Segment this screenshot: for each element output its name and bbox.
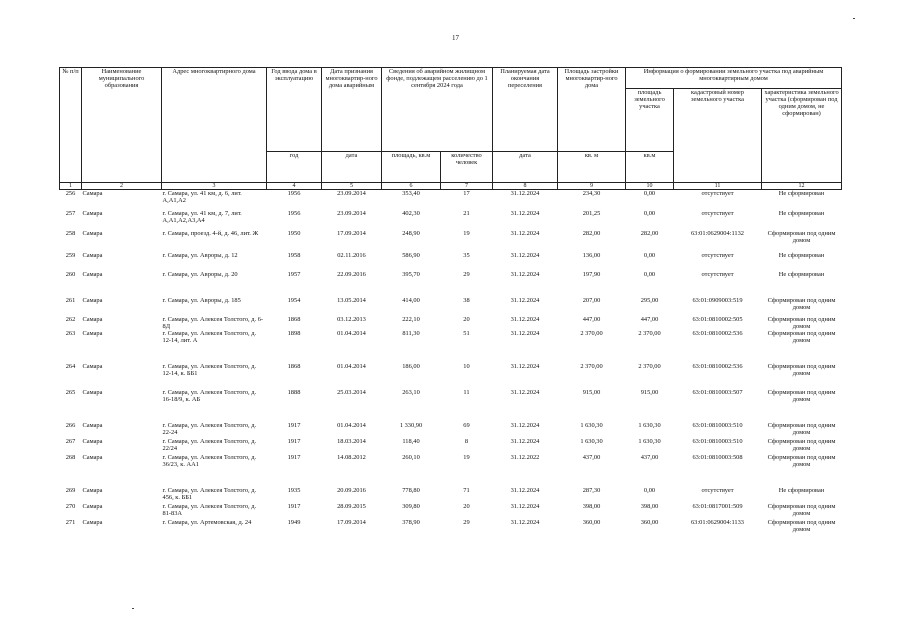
area-cell: 414,00	[402, 297, 420, 304]
planned-date-cell: 31.12.2024	[510, 252, 540, 259]
people-cell: 17	[463, 190, 470, 197]
area-cell: 260,10	[402, 454, 420, 461]
area-cell: 811,30	[402, 330, 420, 337]
col-recognized-header: Дата признания многоквартир-ного дома аварийным	[322, 68, 382, 152]
planned-date-cell: 31.12.2024	[510, 487, 540, 494]
municipality-cell: Самара	[82, 422, 103, 429]
row-number: 268	[65, 454, 76, 461]
unit-date: дата	[322, 152, 382, 183]
land-area-cell: 915,00	[640, 389, 659, 396]
year-cell: 1898	[287, 330, 301, 337]
people-cell: 69	[463, 422, 470, 429]
row-number: 261	[65, 297, 76, 304]
people-cell: 51	[463, 330, 470, 337]
row-number: 263	[65, 330, 76, 337]
year-cell: 1956	[287, 190, 301, 197]
address-cell: г. Самара, ул. Авроры, д. 20	[162, 271, 238, 278]
recognized-date-cell: 14.08.2012	[337, 454, 366, 461]
year-cell: 1868	[287, 363, 301, 370]
municipality-cell: Самара	[82, 210, 103, 217]
characteristic-cell: Не сформирован	[778, 190, 825, 197]
table-body	[60, 190, 842, 536]
recognized-date-cell: 28.09.2015	[337, 503, 366, 510]
col-area-header: Площадь застройки многоквартир-ного дома	[558, 68, 626, 152]
scan-speck	[853, 18, 855, 19]
row-number: 256	[65, 190, 76, 197]
building-area-cell: 282,00	[582, 230, 601, 237]
municipality-cell: Самара	[82, 230, 103, 237]
table-row	[60, 389, 842, 422]
column-number: 1	[60, 183, 82, 190]
table-row	[60, 230, 842, 252]
building-area-cell: 287,30	[582, 487, 601, 494]
characteristic-cell: Сформирован под одним домом	[767, 297, 836, 311]
characteristic-cell: Не сформирован	[778, 210, 825, 217]
land-area-cell: 295,00	[640, 297, 659, 304]
planned-date-cell: 31.12.2024	[510, 519, 540, 526]
column-number: 8	[493, 183, 558, 190]
building-area-cell: 201,25	[582, 210, 601, 217]
address-cell: г. Самара, ул. Алексея Толстого, д. 81-83А	[162, 503, 257, 517]
year-cell: 1888	[287, 389, 301, 396]
municipality-cell: Самара	[82, 503, 103, 510]
people-cell: 21	[463, 210, 470, 217]
land-area-cell: 0,00	[643, 210, 656, 217]
address-cell: г. Самара, ул. Алексея Толстого, д. 22-24	[162, 422, 257, 436]
row-number: 258	[65, 230, 76, 237]
municipality-cell: Самара	[82, 271, 103, 278]
unit-people: количество человек	[441, 152, 493, 183]
building-area-cell: 197,90	[582, 271, 601, 278]
characteristic-cell: Сформирован под одним домом	[767, 422, 836, 436]
characteristic-cell: Сформирован под одним домом	[767, 503, 836, 517]
cadastral-cell: 63:01:0810002:536	[692, 363, 743, 370]
recognized-date-cell: 02.11.2016	[337, 252, 366, 259]
area-cell: 309,80	[402, 503, 420, 510]
land-area-cell: 1 630,30	[638, 438, 661, 445]
year-cell: 1954	[287, 297, 301, 304]
address-cell: г. Самара, ул. Авроры, д. 185	[162, 297, 241, 304]
col-address-header: Адрес многоквартирного дома	[162, 68, 267, 183]
municipality-cell: Самара	[82, 363, 103, 370]
address-cell: г. Самара, ул. Артемовская, д. 24	[162, 519, 252, 526]
characteristic-cell: Сформирован под одним домом	[767, 389, 836, 403]
building-area-cell: 234,30	[582, 190, 601, 197]
people-cell: 71	[463, 487, 470, 494]
column-number: 5	[322, 183, 382, 190]
people-cell: 20	[463, 316, 470, 323]
year-cell: 1957	[287, 271, 301, 278]
year-cell: 1917	[287, 454, 301, 461]
table-row	[60, 330, 842, 363]
land-area-cell: 0,00	[643, 271, 656, 278]
row-number: 270	[65, 503, 76, 510]
cadastral-cell: 63:01:0810002:505	[692, 316, 743, 323]
column-number: 3	[162, 183, 267, 190]
building-area-cell: 398,00	[582, 503, 601, 510]
column-number: 10	[626, 183, 674, 190]
characteristic-cell: Сформирован под одним домом	[767, 330, 836, 344]
address-cell: г. Самара, проезд. 4-й, д. 46, лит. Ж	[162, 230, 259, 237]
people-cell: 29	[463, 271, 470, 278]
unit-area: площадь, кв.м	[382, 152, 441, 183]
area-cell: 378,90	[402, 519, 420, 526]
cadastral-cell: отсутствует	[701, 190, 734, 197]
recognized-date-cell: 23.09.2014	[337, 210, 366, 217]
area-cell: 395,70	[402, 271, 420, 278]
table-row	[60, 252, 842, 271]
table-row	[60, 297, 842, 316]
land-area-cell: 1 630,30	[638, 422, 661, 429]
column-number: 9	[558, 183, 626, 190]
recognized-date-cell: 18.03.2014	[337, 438, 366, 445]
year-cell: 1917	[287, 503, 301, 510]
col-characteristic-header: характеристика земельного участка (сформирован под одним домом, не сформирован)	[762, 89, 842, 183]
municipality-cell: Самара	[82, 519, 103, 526]
recognized-date-cell: 01.04.2014	[337, 363, 366, 370]
address-cell: г. Самара, ул. Алексея Толстого, д. 22/24	[162, 438, 257, 452]
planned-date-cell: 31.12.2024	[510, 230, 540, 237]
address-cell: г. Самара, ул. Алексея Толстого, д. 12-14, к. ББ1	[162, 363, 257, 377]
row-number: 271	[65, 519, 76, 526]
row-number: 257	[65, 210, 76, 217]
row-number: 264	[65, 363, 76, 370]
planned-date-cell: 31.12.2024	[510, 297, 540, 304]
address-cell: г. Самара, ул. Авроры, д. 12	[162, 252, 238, 259]
cadastral-cell: 63:01:0810003:510	[692, 422, 743, 429]
table-row	[60, 210, 842, 230]
people-cell: 19	[463, 454, 470, 461]
cadastral-cell: 63:01:0909003:519	[692, 297, 743, 304]
area-cell: 402,30	[402, 210, 420, 217]
planned-date-cell: 31.12.2024	[510, 210, 540, 217]
cadastral-cell: 63:01:0810003:507	[692, 389, 743, 396]
land-area-cell: 0,00	[643, 487, 656, 494]
year-cell: 1956	[287, 210, 301, 217]
land-area-cell: 0,00	[643, 252, 656, 259]
recognized-date-cell: 01.04.2014	[337, 422, 366, 429]
area-cell: 263,10	[402, 389, 420, 396]
municipality-cell: Самара	[82, 252, 103, 259]
table-row	[60, 487, 842, 503]
land-area-cell: 2 370,00	[638, 330, 661, 337]
col-land-area-header: площадь земельного участка	[626, 89, 674, 152]
land-area-cell: 447,00	[640, 316, 659, 323]
recognized-date-cell: 13.05.2014	[337, 297, 366, 304]
cadastral-cell: отсутствует	[701, 252, 734, 259]
people-cell: 38	[463, 297, 470, 304]
col-cadastral-header: кадастровый номер земельного участка	[674, 89, 762, 183]
address-cell: г. Самара, ул. Алексея Толстого, д. 12-14, лит. А	[162, 330, 257, 344]
area-cell: 222,10	[402, 316, 420, 323]
planned-date-cell: 31.12.2024	[510, 316, 540, 323]
table-row	[60, 519, 842, 535]
scan-speck	[132, 608, 134, 609]
building-area-cell: 136,00	[582, 252, 601, 259]
characteristic-cell: Не сформирован	[778, 487, 825, 494]
characteristic-cell: Сформирован под одним домом	[767, 363, 836, 377]
page-number: 17	[452, 34, 459, 42]
land-area-cell: 398,00	[640, 503, 659, 510]
column-number: 11	[674, 183, 762, 190]
building-area-cell: 447,00	[582, 316, 601, 323]
table-row	[60, 190, 842, 211]
municipality-cell: Самара	[82, 330, 103, 337]
col-info-header: Сведения об аварийном жилищном фонде, подлежащем расселению до 1 сентября 2024 года	[382, 68, 493, 152]
table-row	[60, 363, 842, 389]
building-area-cell: 1 630,30	[580, 422, 603, 429]
column-number: 2	[82, 183, 162, 190]
column-number: 6	[382, 183, 441, 190]
row-number: 265	[65, 389, 76, 396]
row-number: 266	[65, 422, 76, 429]
row-number: 269	[65, 487, 76, 494]
characteristic-cell: Сформирован под одним домом	[767, 454, 836, 468]
area-cell: 1 330,90	[399, 422, 423, 429]
planned-date-cell: 31.12.2024	[510, 363, 540, 370]
municipality-cell: Самара	[82, 389, 103, 396]
row-number: 259	[65, 252, 76, 259]
people-cell: 19	[463, 230, 470, 237]
planned-date-cell: 31.12.2024	[510, 330, 540, 337]
building-area-cell: 207,00	[582, 297, 601, 304]
table-row	[60, 422, 842, 438]
planned-date-cell: 31.12.2024	[510, 271, 540, 278]
column-number: 12	[762, 183, 842, 190]
area-cell: 118,40	[402, 438, 420, 445]
characteristic-cell: Сформирован под одним домом	[767, 519, 836, 533]
year-cell: 1950	[287, 230, 301, 237]
characteristic-cell: Сформирован под одним домом	[767, 438, 836, 452]
land-area-cell: 0,00	[643, 190, 656, 197]
people-cell: 29	[463, 519, 470, 526]
address-cell: г. Самара, ул. Алексея Толстого, д. 6-8Д	[162, 316, 264, 330]
cadastral-cell: 63:01:0810003:510	[692, 438, 743, 445]
building-area-cell: 437,00	[582, 454, 601, 461]
col-land-info-header: Информация о формировании земельного участка под аварийным многоквартирным домом	[626, 68, 842, 89]
municipality-cell: Самара	[82, 297, 103, 304]
unit-sqm: кв. м	[558, 152, 626, 183]
col-municipality-header: Наименование муниципального образования	[82, 68, 162, 183]
row-number: 262	[65, 316, 76, 323]
column-number: 7	[441, 183, 493, 190]
building-area-cell: 360,00	[582, 519, 601, 526]
planned-date-cell: 31.12.2024	[510, 438, 540, 445]
planned-date-cell: 31.12.2024	[510, 503, 540, 510]
municipality-cell: Самара	[82, 316, 103, 323]
unit-date2: дата	[493, 152, 558, 183]
building-area-cell: 2 370,00	[580, 330, 603, 337]
cadastral-cell: 63:01:0629004:1133	[690, 519, 745, 526]
row-number: 267	[65, 438, 76, 445]
address-cell: г. Самара, ул. Алексея Толстого, д. 36/23, к. АА1	[162, 454, 257, 468]
land-area-cell: 437,00	[640, 454, 659, 461]
year-cell: 1917	[287, 438, 301, 445]
col-year-header: Год ввода дома в эксплуатацию	[267, 68, 322, 152]
col-num-header: № п/п	[60, 68, 82, 183]
recognized-date-cell: 01.04.2014	[337, 330, 366, 337]
address-cell: г. Самара, ул. 41 км, д. 7, лит. А,А1,А2,А3,А4	[162, 210, 242, 224]
municipality-cell: Самара	[82, 190, 103, 197]
characteristic-cell: Сформирован под одним домом	[767, 316, 836, 330]
address-cell: г. Самара, ул. Алексея Толстого, д. 456, к. ББ1	[162, 487, 257, 501]
area-cell: 586,90	[402, 252, 420, 259]
col-planned-header: Планируемая дата окончания переселения	[493, 68, 558, 152]
municipality-cell: Самара	[82, 438, 103, 445]
table-row	[60, 316, 842, 330]
recognized-date-cell: 25.03.2014	[337, 389, 366, 396]
recognized-date-cell: 03.12.2013	[337, 316, 366, 323]
year-cell: 1958	[287, 252, 301, 259]
recognized-date-cell: 22.09.2016	[337, 271, 366, 278]
table-row	[60, 271, 842, 297]
cadastral-cell: отсутствует	[701, 271, 734, 278]
land-area-cell: 282,00	[640, 230, 659, 237]
characteristic-cell: Сформирован под одним домом	[767, 230, 836, 244]
people-cell: 10	[463, 363, 470, 370]
cadastral-cell: 63:01:0810002:536	[692, 330, 743, 337]
emergency-housing-table	[59, 67, 842, 535]
cadastral-cell: 63:01:0629004:1132	[690, 230, 745, 237]
area-cell: 778,80	[402, 487, 420, 494]
year-cell: 1868	[287, 316, 301, 323]
cadastral-cell: 63:01:0817001:509	[692, 503, 743, 510]
land-area-cell: 360,00	[640, 519, 659, 526]
address-cell: г. Самара, ул. 41 км, д. 6, лит. А,А1,А2	[162, 190, 242, 204]
unit-sqm2: кв.м	[626, 152, 674, 183]
column-number: 4	[267, 183, 322, 190]
building-area-cell: 1 630,30	[580, 438, 603, 445]
municipality-cell: Самара	[82, 454, 103, 461]
planned-date-cell: 31.12.2024	[510, 389, 540, 396]
building-area-cell: 2 370,00	[580, 363, 603, 370]
characteristic-cell: Не сформирован	[778, 252, 825, 259]
land-area-cell: 2 370,00	[638, 363, 661, 370]
planned-date-cell: 31.12.2022	[510, 454, 540, 461]
year-cell: 1935	[287, 487, 301, 494]
recognized-date-cell: 17.09.2014	[337, 519, 366, 526]
year-cell: 1949	[287, 519, 301, 526]
address-cell: г. Самара, ул. Алексея Толстого, д. 16-18/9, к. АБ	[162, 389, 257, 403]
cadastral-cell: отсутствует	[701, 210, 734, 217]
table-row	[60, 503, 842, 519]
people-cell: 8	[464, 438, 469, 445]
planned-date-cell: 31.12.2024	[510, 190, 540, 197]
cadastral-cell: отсутствует	[701, 487, 734, 494]
people-cell: 35	[463, 252, 470, 259]
area-cell: 248,90	[402, 230, 420, 237]
year-cell: 1917	[287, 422, 301, 429]
municipality-cell: Самара	[82, 487, 103, 494]
table-row	[60, 438, 842, 454]
building-area-cell: 915,00	[582, 389, 601, 396]
people-cell: 11	[463, 389, 470, 396]
area-cell: 186,00	[402, 363, 420, 370]
area-cell: 353,40	[402, 190, 420, 197]
characteristic-cell: Не сформирован	[778, 271, 825, 278]
recognized-date-cell: 23.09.2014	[337, 190, 366, 197]
unit-year: год	[267, 152, 322, 183]
table-row	[60, 454, 842, 487]
cadastral-cell: 63:01:0810003:508	[692, 454, 743, 461]
column-numbers-row	[60, 183, 842, 190]
planned-date-cell: 31.12.2024	[510, 422, 540, 429]
people-cell: 20	[463, 503, 470, 510]
recognized-date-cell: 17.09.2014	[337, 230, 366, 237]
row-number: 260	[65, 271, 76, 278]
recognized-date-cell: 20.09.2016	[337, 487, 366, 494]
